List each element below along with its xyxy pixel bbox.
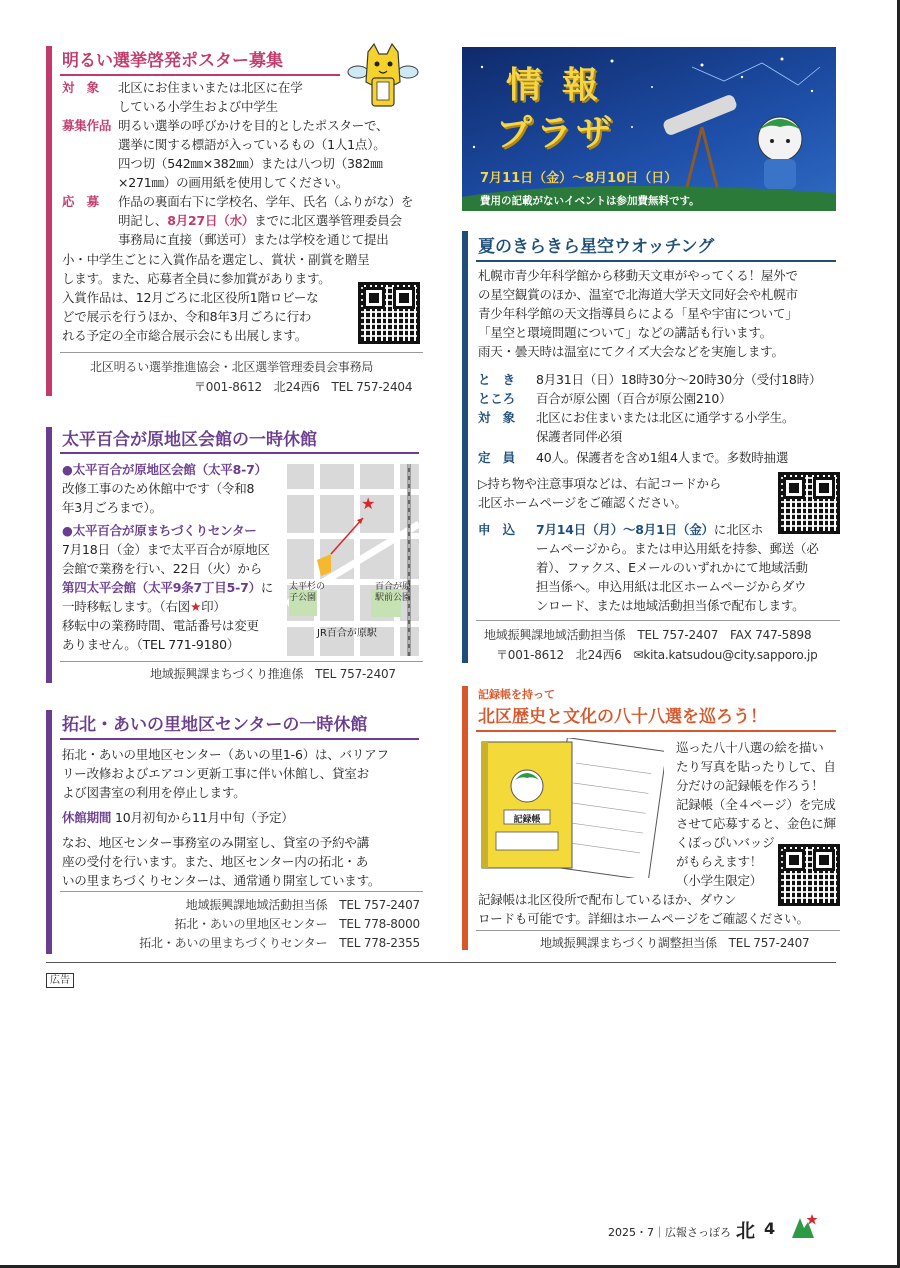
apply-line: 事務局に直接（郵送可）または学校を通じて提出 bbox=[118, 232, 389, 247]
contact-name: 拓北・あいの里まちづくりセンター bbox=[139, 936, 328, 950]
ad-label: 広告 bbox=[46, 973, 74, 988]
body-line: 会館で業務を行い、22日（火）から bbox=[62, 561, 263, 576]
divider bbox=[60, 891, 423, 892]
mascot-image bbox=[346, 42, 420, 112]
page-divider bbox=[46, 962, 836, 963]
divider bbox=[60, 352, 423, 353]
target-line: 保護者同伴必須 bbox=[536, 429, 623, 444]
apply-value bbox=[536, 520, 838, 615]
body-line: ありません。（TEL 771-9180） bbox=[62, 637, 240, 652]
facility-heading: ●太平百合が原まちづくりセンター bbox=[62, 523, 257, 538]
body-line: いの里まちづくりセンターは、通常通り開室しています。 bbox=[62, 873, 381, 888]
info-plaza-banner bbox=[462, 47, 836, 211]
stars-note bbox=[478, 474, 778, 512]
taihei-body bbox=[62, 460, 287, 654]
takuhoku-title: 拓北・あいの里地区センターの一時休館 bbox=[62, 715, 368, 735]
taihei-contact: 地域振興課まちづくり推進係 TEL 757-2407 bbox=[150, 667, 396, 681]
divider bbox=[476, 930, 840, 931]
capacity-value: 40人。保護者を含め1組4人まで。多数時抽選 bbox=[536, 450, 789, 465]
body-line: 入賞作品は、12月ごろに北区役所1階ロビーな bbox=[62, 290, 319, 305]
apply-value bbox=[118, 192, 423, 249]
body-line: 分だけの記録帳を作ろう！ bbox=[676, 778, 824, 793]
page-number: 4 bbox=[764, 1219, 776, 1238]
banner-note: 費用の記載がないイベントは参加費無料です。 bbox=[480, 195, 700, 207]
body-line: 小・中学生ごとに入賞作品を選定し、賞状・副賞を贈呈 bbox=[62, 252, 370, 267]
body-line: させて応募すると、金色に輝 bbox=[676, 816, 836, 831]
apply-text: 明記し、 bbox=[118, 213, 168, 228]
period-value: 10月初旬から11月中旬（予定） bbox=[114, 810, 294, 825]
ward-logo-icon bbox=[790, 1212, 818, 1240]
body-line: どで展示を行うほか、令和8年3月ごろに行わ bbox=[62, 309, 312, 324]
stars-contact: 地域振興課地域活動担当係 TEL 757-2407 FAX 747-5898 bbox=[484, 628, 812, 642]
body-text: 一時移転します。（右図 bbox=[62, 599, 191, 614]
apply-deadline: 8月27日（水） bbox=[167, 213, 255, 228]
body-line: （小学生限定） bbox=[676, 873, 763, 888]
body-line: 巡った八十八選の絵を描い bbox=[676, 740, 824, 755]
star-icon: ★ bbox=[190, 599, 202, 614]
map-label-text: 百合が原 bbox=[375, 582, 412, 592]
target-label: 対 象 bbox=[478, 410, 515, 425]
when-label: と き bbox=[478, 372, 515, 387]
apply-label: 申 込 bbox=[478, 522, 515, 537]
history-contact: 地域振興課まちづくり調整担当係 TEL 757-2407 bbox=[540, 936, 810, 950]
apply-text: に北区ホ bbox=[713, 522, 763, 537]
target-value bbox=[536, 408, 794, 446]
body-line: 記録帳（全４ページ）を完成 bbox=[676, 797, 836, 812]
work-line: ×271㎜）の画用紙を使用してください。 bbox=[118, 175, 349, 190]
body-line: 年3月ごろまで）。 bbox=[62, 500, 162, 515]
body-line: 移転中の業務時間、電話番号は変更 bbox=[62, 618, 259, 633]
stars-address: 〒001-8612 北24西6 ✉kita.katsudou@city.sapporo.jp bbox=[496, 648, 818, 662]
contact-tel: TEL 778-8000 bbox=[339, 917, 420, 931]
history-tail bbox=[478, 890, 840, 928]
map-label-text: 駅前公園 bbox=[375, 593, 412, 603]
body-line: 青少年科学館の天文指導員らによる「星や宇宙について」 bbox=[478, 306, 798, 321]
capacity-label: 定 員 bbox=[478, 450, 515, 465]
body-line bbox=[62, 578, 287, 597]
body-line: 記録帳は北区役所で配布しているほか、ダウン bbox=[478, 892, 737, 907]
apply-line: 着）、ファクス、Eメールのいずれかにて地域活動 bbox=[536, 560, 808, 575]
target-line: している小学生および中学生 bbox=[118, 99, 278, 114]
where-value: 百合が原公園（百合が原公園210） bbox=[536, 391, 732, 406]
note-line: ▷持ち物や注意事項などは、右記コードから bbox=[478, 476, 722, 491]
body-line: がもらえます！ bbox=[676, 854, 763, 869]
period-line bbox=[62, 808, 427, 827]
takuhoku-contacts bbox=[100, 896, 420, 953]
work-value bbox=[118, 116, 423, 192]
divider bbox=[60, 661, 423, 662]
contact-tel: TEL 778-2355 bbox=[339, 936, 420, 950]
body-line: 雨天・曇天時は温室にてクイズ大会などを実施します。 bbox=[478, 344, 784, 359]
title-underline bbox=[60, 74, 340, 76]
star-icon: ★ bbox=[361, 494, 376, 513]
body-line: なお、地区センター事務室のみ開室し、貸室の予約や講 bbox=[62, 835, 370, 850]
taihei-title: 太平百合が原地区会館の一時休館 bbox=[62, 430, 317, 450]
work-line: 明るい選挙の呼びかけを目的としたポスターで、 bbox=[118, 118, 389, 133]
where-label: ところ bbox=[478, 391, 515, 406]
contact-row bbox=[100, 915, 420, 934]
body-line: れる予定の全市総合展示会にも出展します。 bbox=[62, 328, 308, 343]
title-underline bbox=[60, 738, 419, 740]
body-line: 改修工事のため休館中です（令和8 bbox=[62, 481, 255, 496]
section-accent-bar bbox=[462, 231, 468, 663]
body-line: たり写真を貼ったりして、自 bbox=[676, 759, 836, 774]
note-line: 北区ホームページをご確認ください。 bbox=[478, 495, 687, 510]
body-line: 7月18日（金）まで太平百合が原地区 bbox=[62, 542, 270, 557]
body-line: 座の受付を行います。また、地区センター内の拓北・あ bbox=[62, 854, 369, 869]
target-label-text: 対 象 bbox=[62, 80, 99, 95]
target-line: 北区にお住まいまたは北区に通学する小学生。 bbox=[536, 410, 795, 425]
poster-title: 明るい選挙啓発ポスター募集 bbox=[62, 51, 283, 71]
contact-name: 地域振興課地域活動担当係 bbox=[185, 898, 328, 912]
section-accent-bar bbox=[46, 427, 52, 683]
body-text: に bbox=[260, 580, 274, 595]
body-line: ロードも可能です。詳細はホームページをご確認ください。 bbox=[478, 911, 809, 926]
when-value: 8月31日（日）18時30分～20時30分（受付18時） bbox=[536, 372, 822, 387]
notebook-image bbox=[478, 738, 664, 878]
body-line: の星空観賞のほか、温室で北海道大学天文同好会や札幌市 bbox=[478, 287, 798, 302]
stars-title: 夏のきらきら星空ウオッチング bbox=[478, 237, 715, 257]
apply-line: ンロード、または地域活動担当係で配布します。 bbox=[536, 598, 805, 613]
target-line: 北区にお住まいまたは北区に在学 bbox=[118, 80, 303, 95]
target-value bbox=[118, 78, 348, 116]
body-line: します。また、応募者全員に参加賞があります。 bbox=[62, 271, 331, 286]
apply-line: ームページから。または申込用紙を持参、郵送（必 bbox=[536, 541, 819, 556]
work-line: 四つ切（542㎜×382㎜）または八つ切（382㎜ bbox=[118, 156, 383, 171]
body-line: リー改修およびエアコン更新工事に伴い休館し、貸室お bbox=[62, 766, 369, 781]
apply-period: 7月14日（月）～8月1日（金） bbox=[536, 522, 714, 537]
body-text: 印） bbox=[201, 599, 226, 614]
map-label-text: 子公園 bbox=[289, 593, 317, 603]
divider bbox=[476, 620, 840, 621]
map-label bbox=[289, 582, 325, 604]
stars-intro bbox=[478, 266, 840, 361]
qr-code[interactable] bbox=[358, 282, 420, 344]
poster-contact: 北区明るい選挙推進協会・北区選挙管理委員会事務局 bbox=[90, 360, 374, 374]
title-underline bbox=[476, 730, 836, 732]
contact-row bbox=[100, 896, 420, 915]
apply-line: 担当係へ。申込用紙は北区ホームページからダウ bbox=[536, 579, 807, 594]
contact-tel: TEL 757-2407 bbox=[339, 898, 420, 912]
history-title: 北区歴史と文化の八十八選を巡ろう！ bbox=[478, 707, 767, 727]
banner-title-2: プラザ bbox=[496, 113, 617, 154]
section-accent-bar bbox=[46, 710, 52, 954]
location-map bbox=[287, 464, 419, 656]
body-line bbox=[62, 597, 287, 616]
map-label-text: 太平杉の bbox=[289, 582, 326, 592]
body-line: 拓北・あいの里地区センター（あいの里1-6）は、バリアフ bbox=[62, 747, 389, 762]
ward-name: 北 bbox=[736, 1220, 756, 1242]
title-underline bbox=[476, 260, 836, 262]
apply-line bbox=[536, 520, 838, 539]
apply-line: 作品の裏面右下に学校名、学年、氏名（ふりがな）を bbox=[118, 194, 414, 209]
title-underline bbox=[60, 452, 419, 454]
poster-address: 〒001-8612 北24西6 TEL 757-2404 bbox=[194, 380, 413, 394]
notebook-label: 記録帳 bbox=[513, 815, 541, 825]
facility-heading: ●太平百合が原地区会館（太平8-7） bbox=[62, 462, 267, 477]
work-label: 募集作品 bbox=[62, 118, 112, 133]
body-line: よび図書室の利用を停止します。 bbox=[62, 785, 246, 800]
body-line: 札幌市青少年科学館から移動天文車がやってくる！屋外で bbox=[478, 268, 798, 283]
takuhoku-body bbox=[62, 745, 427, 890]
map-label bbox=[375, 582, 411, 604]
period-label: 休館期間 bbox=[62, 810, 112, 825]
body-line: 「星空と環境問題について」などの講話も行います。 bbox=[478, 325, 772, 340]
banner-title-1: 情報 bbox=[506, 65, 619, 106]
section-accent-bar bbox=[46, 46, 52, 396]
apply-label: 応 募 bbox=[62, 194, 99, 209]
contact-row bbox=[100, 934, 420, 953]
apply-text: までに北区選挙管理委員会 bbox=[254, 213, 402, 228]
body-line: くぽっぴいバッジ bbox=[676, 835, 775, 850]
history-subtitle: 記録帳を持って bbox=[478, 688, 555, 701]
issue-info: 2025・7｜広報さっぽろ bbox=[608, 1226, 731, 1239]
work-line: 選挙に関する標語が入っているもの（1人1点）。 bbox=[118, 137, 386, 152]
apply-line-2 bbox=[118, 211, 423, 230]
new-location: 第四太平会館（太平9条7丁目5-7） bbox=[62, 580, 261, 595]
section-accent-bar bbox=[462, 686, 468, 950]
banner-dates: 7月11日（金）～8月10日（日） bbox=[480, 171, 678, 186]
station-label: JR百合が原駅 bbox=[317, 628, 377, 639]
contact-name: 拓北・あいの里地区センター bbox=[174, 917, 328, 931]
